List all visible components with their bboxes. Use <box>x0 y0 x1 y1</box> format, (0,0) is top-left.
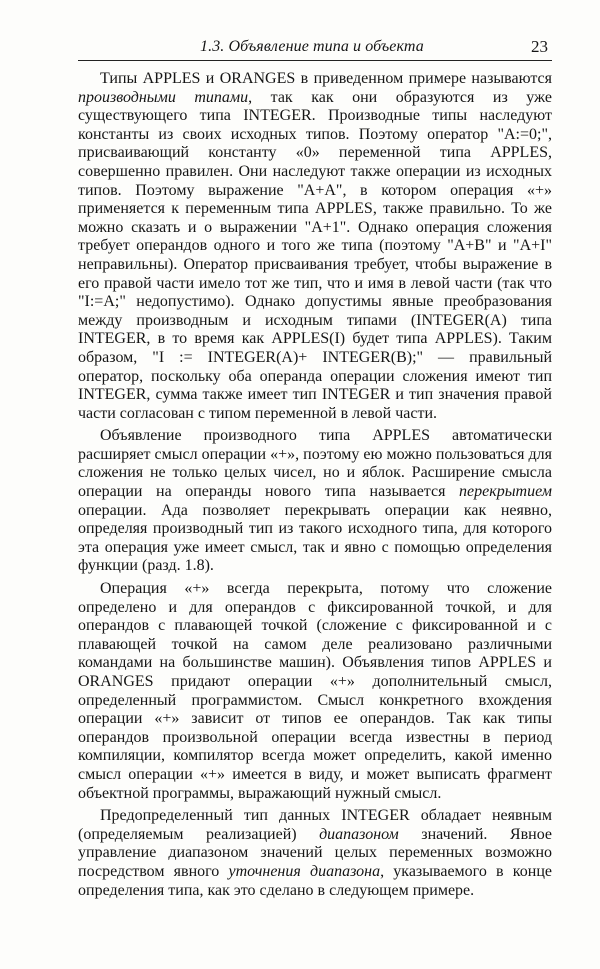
paragraph-range <box>78 807 552 900</box>
text-segment: операции. Ада позволяет перекрывать операции как неявно, определяя производный тип из такого исходного типа, для которого эта операция уже имеет смысл, так и явно с помощью определения функции (разд. 1.8). <box>78 501 552 575</box>
italic-term-derived-types: производными типами <box>78 88 249 106</box>
italic-term-range-constraint: уточнения диапазона <box>228 862 381 880</box>
italic-term-range: диапазоном <box>319 825 399 843</box>
text-segment: , указываемого в конце определения типа, как это сделано в следующем примере. <box>78 862 552 899</box>
section-title: 1.3. Объявление типа и объекта <box>200 38 424 55</box>
text-segment: , так как они образуются из уже существующего типа INTEGER. Производные типы наследуют константы из своих исходных типов. Поэтому оператор "A:=0;", присваивающий константу «0» переменной типа APPLES, совершенно правилен. Они наследуют также операции из исходных типов. Поэтому выражение "A+A", в котором операция «+» применяется к переменным типа APPLES, также правильно. То же можно сказать и о выражении "A+1". Однако операция сложения требует операндов одного и того же типа (поэтому "A+B" и "A+I" неправильны). Оператор присваивания требует, чтобы выражение в его правой части имело тот же тип, что и имя в левой части (так что "I:=A;" недопустимо). Однако допустимы явные преобразования между производным и исходным типами (INTEGER(A) типа INTEGER, в то время как APPLES(I) будет типа APPLES). Таким образом, "I := INTEGER(A)+ INTEGER(B);" — правильный оператор, поскольку оба операнда операции сложения имеют тип INTEGER, сумма также имеет тип INTEGER и тип значения правой части согласован с типом переменной в левой части. <box>78 88 553 422</box>
paragraph-plus-operation <box>78 580 552 803</box>
text-segment: Предопределенный тип данных INTEGER обладает неявным (определяемым реализацией) <box>78 807 552 843</box>
italic-term-overloading: перекрытием <box>459 483 552 501</box>
paragraph-overloading <box>78 427 552 576</box>
paragraph-derived-types <box>78 70 552 423</box>
body-text <box>78 70 552 900</box>
running-header <box>78 36 552 61</box>
text-segment: значений. Явное управление диапазоном значений целых переменных возможно посредством явного <box>78 825 552 880</box>
text-segment: Объявление производного типа APPLES автоматически расширяет смысл операции «+», поэтому ею можно пользоваться для сложения не только целых чисел, но и яблок. Расширение смысла операции на операнды нового типа называется <box>78 427 552 501</box>
page-number: 23 <box>531 37 548 56</box>
text-segment: Операция «+» всегда перекрыта, потому что сложение определено и для операндов с фиксированной точкой, и для операндов с плавающей точкой (сложение с фиксированной и с плавающей точкой на самом деле реализовано различными командами на большинстве машин). Объявления типов APPLES и ORANGES придают операции «+» дополнительный смысл, определенный программистом. Смысл конкретного вхождения операции «+» зависит от типов ее операндов. Так как типы операндов произвольной операции всегда известны в период компиляции, компилятор всегда может определить, какой именно смысл операции «+» имеется в виду, и может выписать фрагмент объектной программы, выражающий нужный смысл. <box>78 580 552 802</box>
text-segment: Типы APPLES и ORANGES в приведенном примере называются <box>100 70 552 87</box>
